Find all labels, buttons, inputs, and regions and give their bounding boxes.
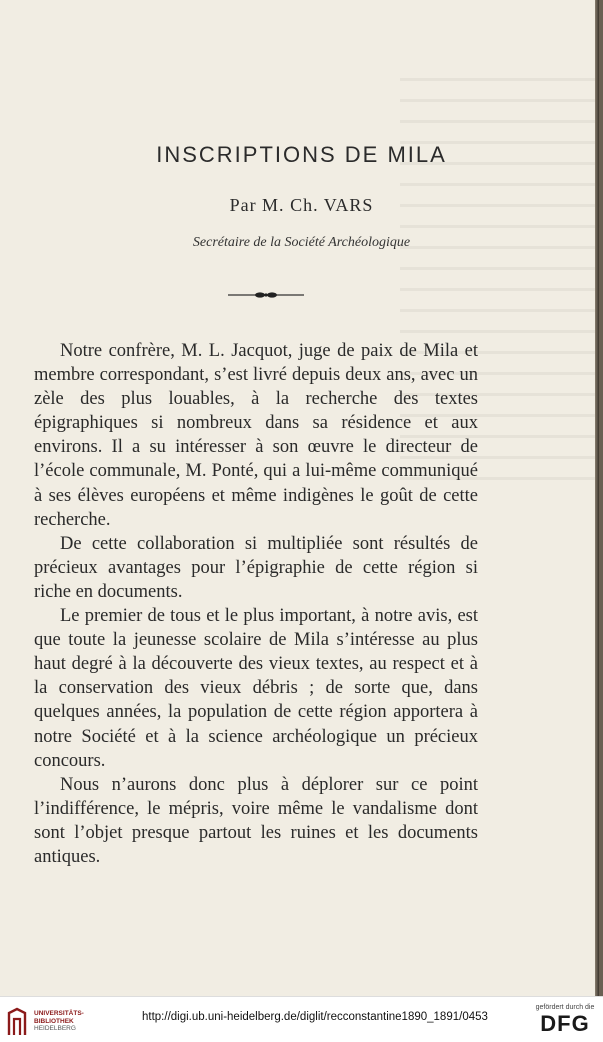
dfg-logo: DFG — [540, 1011, 590, 1036]
ornament-divider-icon — [228, 290, 304, 300]
permalink-url[interactable]: http://digi.ub.uni-heidelberg.de/diglit/recconstantine1890_1891/0453 — [142, 1011, 488, 1023]
article-body — [34, 339, 478, 869]
article-title: INSCRIPTIONS DE MILA — [156, 142, 447, 167]
paragraph: Notre confrère, M. L. Jacquot, juge de paix de Mila et membre correspondant, s’est livré depuis deux ans, avec un zèle des plus louables, à la recherche des textes épigraphiques si nombreux dans sa résidence et aux environs. Il a su intéresser à son œuvre le directeur de l’école communale, M. Ponté, qui a lui-même communiqué à ses élèves européens et même indigènes le goût de cette recherche. — [34, 341, 478, 530]
paragraph: De cette collaboration si multipliée sont résultés de précieux avantages pour l’épigraphie de cette région si riche en documents. — [34, 533, 478, 602]
author-name: Ch. VARS — [290, 195, 374, 215]
funder-caption: gefördert durch die — [535, 1004, 595, 1011]
paragraph: Nous n’aurons donc plus à déplorer sur ce point l’indifférence, le mépris, voire même le vandalisme dont sont l’objet presque partout les ruines et les documents antiques. — [34, 774, 478, 867]
paragraph: Le premier de tous et le plus important, à notre avis, est que toute la jeunesse scolaire de Mila s’intéresse au plus haut degré à la découverte des vieux textes, au respect et à la conservation des vieux débris ; de sorte que, dans quelques années, la population de cette région apportera à notre Société et à la science archéologique un précieux concours. — [34, 606, 478, 771]
author-affiliation: Secrétaire de la Société Archéologique — [192, 235, 411, 250]
ub-heidelberg-logo-icon — [6, 1007, 28, 1037]
library-name: UNIVERSITÄTS- BIBLIOTHEK HEIDELBERG — [34, 1010, 84, 1032]
author-line — [0, 195, 603, 216]
funder-badge[interactable] — [530, 1003, 600, 1039]
library-logo[interactable] — [6, 1007, 82, 1037]
author-prefix: Par M. — [229, 195, 285, 215]
